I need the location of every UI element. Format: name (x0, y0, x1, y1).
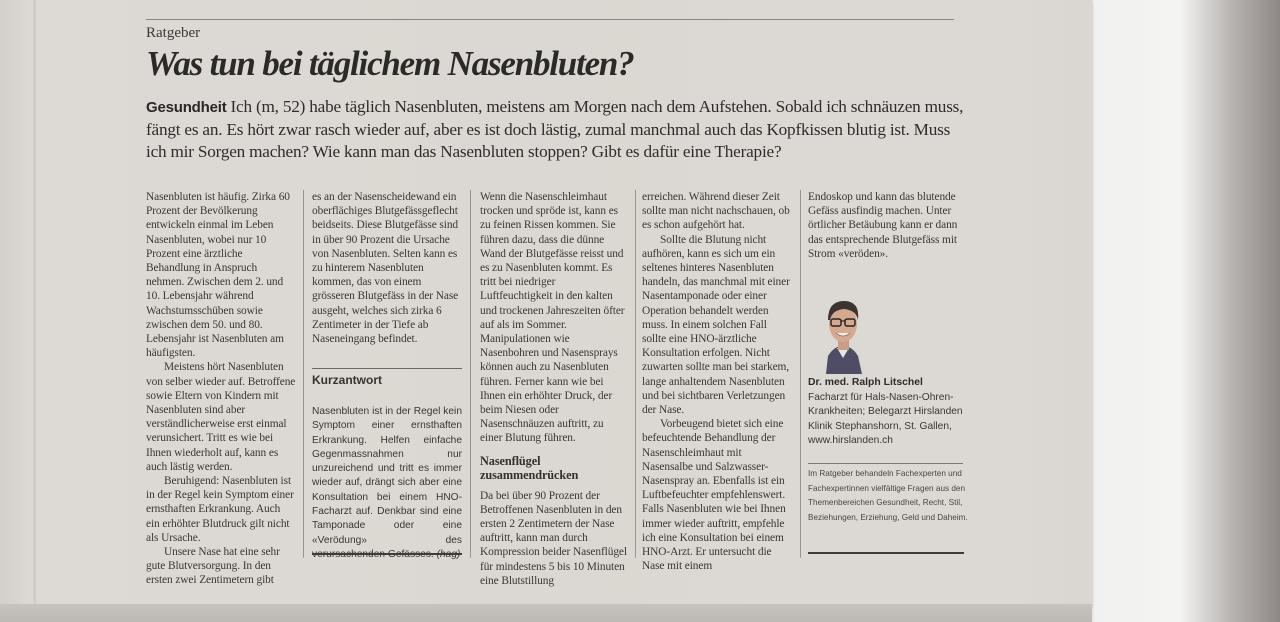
column-1 (146, 190, 296, 588)
author-bio: Facharzt für Hals-Nasen-Ohren-Krankheiten; Belegarzt Hirslanden Klinik Stephanshorn, St. Gallen, www.hirslanden.ch (808, 392, 963, 447)
summary-text: Nasenbluten ist in der Regel kein Symptom einer ernsthaften Erkrankung. Helfen einfache Gegenmassnahmen nur unzureichend und tritt es immer wieder auf, drängt sich aber eine Konsultation bei einem HNO-Facharzt auf. Denkbar sind eine Tamponade oder eine «Verödung» des (312, 406, 462, 546)
summary-box-text (312, 405, 462, 562)
paragraph: Meistens hört Nasenbluten von selber wieder auf. Betroffene sowie Eltern von Kindern mit Nasenbluten sind aber verständlicherweise erst einmal verunsichert. Tritt es wie bei Ihnen wiederholt auf, kann es auch lästig werden. (146, 361, 296, 473)
summary-box-title: Kurzantwort (312, 373, 382, 387)
paragraph: Da bei über 90 Prozent der Betroffenen Nasenbluten in den ersten 2 Zentimetern der Nase auftritt, kann man durch Kompression beider Nasenflügel für mindestens 5 bis 10 Minuten eine Blutstillung (480, 489, 627, 587)
subheading: Nasenflügel zusammendrücken (480, 453, 579, 483)
article-lead (146, 96, 966, 163)
paragraph: es an der Nasenscheidewand ein oberflächiges Blutgefässgeflecht beidseits. Diese Blutgefässe sind in über 90 Prozent die Ursache von Nasenbluten. Selten kann es zu hinterem Nasenbluten kommen, das von einem grösseren Blutgefäss in der Nase ausgeht, welches sich zirka 6 Zentimeter in der Tiefe ab Naseneingang befindet. (312, 191, 459, 346)
info-bottom-rule (808, 552, 964, 554)
paragraph: erreichen. Während dieser Zeit sollte man nicht nachschauen, ob es schon aufgehört hat. (642, 191, 790, 232)
article-headline: Was tun bei täglichem Nasenbluten? (146, 44, 634, 83)
info-note: Im Ratgeber behandeln Fachexperten und Fachexpertinnen vielfältige Fragen aus den Themenbereichen Gesundheit, Recht, Stil, Beziehungen, Erziehung, Geld und Daheim. (808, 469, 968, 522)
paragraph: Endoskop und kann das blutende Gefäss ausfindig machen. Unter örtlicher Betäubung kann er dann das entsprechende Blutgefäss mit Strom «veröden». (808, 191, 958, 260)
paragraph: Vorbeugend bietet sich eine befeuchtende Behandlung der Nasenschleimhaut mit Nasensalbe und Salzwasser-Nasenspray an. Ebenfalls ist ein Luftbefeuchter empfehlenswert. Falls Nasenbluten wie bei Ihnen immer wieder auftritt, empfehle ich eine Konsultation bei einem HNO-Arzt. Er untersucht die Nase mit einem (642, 418, 786, 573)
column-divider (635, 190, 636, 558)
section-kicker: Ratgeber (146, 25, 201, 41)
column-divider (800, 190, 801, 558)
column-divider (303, 190, 304, 558)
column-2 (312, 190, 462, 346)
column-3 (480, 190, 628, 588)
paragraph: Beruhigend: Nasenbluten ist in der Regel kein Symptom einer ernsthaften Erkrankung. Auch ein erhöhter Blutdruck gilt nicht als Ursache. (146, 475, 294, 544)
author-portrait (818, 288, 868, 374)
paragraph: Nasenbluten ist häufig. Zirka 60 Prozent der Bevölkerung entwickeln einmal im Leben Nasenbluten, wobei nur 10 Prozent eine ärztliche Behandlung in Anspruch nehmen. Zwischen dem 2. und 10. Lebensjahr während Wachstumsschüben sowie zwischen dem 50. und 80. Lebensjahr ist Nasenbluten am häufigsten. (146, 191, 290, 360)
lead-text: Ich (m, 52) habe täglich Nasenbluten, meistens am Morgen nach dem Aufstehen. Sobald ich schnäuzen muss, fängt es an. Es hört zwar rasch wieder auf, aber es ist doch lästig, zumal manchmal auch das Kopfkissen blutig ist. Muss ich mir Sorgen machen? Wie kann man das Nasenbluten stoppen? Gibt es dafür eine Therapie? (146, 97, 964, 161)
summary-box-top-rule (312, 368, 462, 369)
paragraph: Wenn die Nasenschleimhaut trocken und spröde ist, kann es zu feinen Rissen kommen. Sie führen dazu, dass die dünne Wand der Blutgefässe reisst und es zu Nasenbluten kommt. Es tritt bei niedriger Luftfeuchtigkeit in den kalten und trockenen Jahreszeiten öfter auf als im Sommer. Manipulationen wie Nasenbohren und Nasensprays können auch zu Nasenbluten führen. Ferner kann wie bei Ihnen ein erhöhter Druck, der beim Niesen oder Nasenschnäuzen auftritt, zu einer Blutung führen. (480, 191, 625, 445)
column-4 (642, 190, 792, 573)
summary-box-bottom-rule (312, 553, 462, 555)
paragraph: Sollte die Blutung nicht aufhören, kann es sich um ein seltenes hinteres Nasenbluten handeln, das manchmal mit einer Nasentamponade oder einer Operation behandelt werden muss. In einem solchen Fall sollte eine HNO-ärztliche Konsultation erfolgen. Nicht zuwarten sollte man bei starkem, lange anhaltendem Nasenbluten und bei sichtbaren Verletzungen der Nase. (642, 233, 790, 417)
lead-tag: Gesundheit (146, 99, 227, 116)
info-top-rule (808, 463, 963, 464)
paper-bottom-edge (0, 604, 1092, 622)
author-name: Dr. med. Ralph Litschel (808, 377, 923, 388)
column-5 (808, 190, 963, 261)
top-rule (146, 19, 954, 20)
column-divider (470, 190, 471, 558)
paper-fold (33, 0, 37, 606)
paragraph: Unsere Nase hat eine sehr gute Blutversorgung. In den ersten zwei Zentimetern gibt (146, 546, 280, 587)
